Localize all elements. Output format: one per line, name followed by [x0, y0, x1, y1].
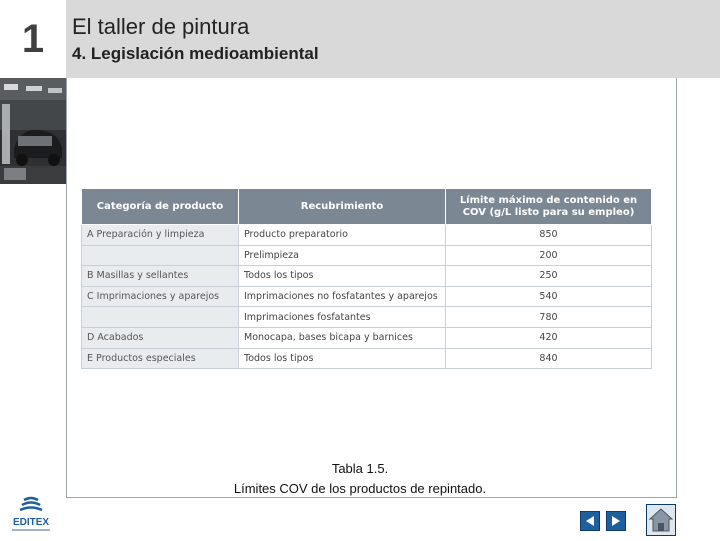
table-row — [82, 286, 652, 307]
category-cell: A Preparación y limpieza — [82, 225, 239, 246]
limit-cell: 250 — [446, 266, 652, 287]
caption-text: Límites COV de los productos de repintado. — [233, 481, 487, 496]
column-header-coating: Recubrimiento — [239, 189, 446, 225]
category-cell: E Productos especiales — [82, 348, 239, 369]
home-button[interactable] — [646, 504, 676, 536]
arrow-right-icon — [610, 515, 622, 527]
coating-cell: Todos los tipos — [239, 348, 446, 369]
section-subtitle: 4. Legislación medioambiental — [72, 44, 319, 63]
limit-cell: 200 — [446, 245, 652, 266]
coating-cell: Imprimaciones no fosfatantes y aparejos — [239, 286, 446, 307]
limit-cell: 420 — [446, 327, 652, 348]
arrow-left-icon — [584, 515, 596, 527]
chapter-number: 1 — [0, 0, 66, 78]
table-caption — [170, 459, 550, 499]
workshop-photo — [0, 78, 66, 184]
table-row — [82, 245, 652, 266]
coating-cell: Monocapa, bases bicapa y barnices — [239, 327, 446, 348]
category-cell: D Acabados — [82, 327, 239, 348]
category-cell: B Masillas y sellantes — [82, 266, 239, 287]
table-row — [82, 266, 652, 287]
table-header-row — [82, 189, 652, 225]
editex-logo-text: EDITEX — [12, 517, 50, 528]
coating-cell: Todos los tipos — [239, 266, 446, 287]
column-header-limit: Límite máximo de contenido en COV (g/L listo para su empleo) — [446, 189, 652, 225]
limit-cell: 780 — [446, 307, 652, 328]
column-header-category: Categoría de producto — [82, 189, 239, 225]
page-title: El taller de pintura — [72, 14, 250, 39]
home-icon — [647, 505, 675, 535]
coating-cell: Prelimpieza — [239, 245, 446, 266]
next-button[interactable] — [606, 511, 626, 531]
coating-cell: Producto preparatorio — [239, 225, 446, 246]
editex-logo — [8, 496, 54, 536]
limit-cell: 840 — [446, 348, 652, 369]
table-row — [82, 327, 652, 348]
category-cell — [82, 307, 239, 328]
limit-cell: 540 — [446, 286, 652, 307]
table-row — [82, 348, 652, 369]
coating-cell: Imprimaciones fosfatantes — [239, 307, 446, 328]
caption-number: Tabla 1.5. — [331, 461, 389, 476]
limit-cell: 850 — [446, 225, 652, 246]
category-cell — [82, 245, 239, 266]
table-row — [82, 225, 652, 246]
previous-button[interactable] — [580, 511, 600, 531]
category-cell: C Imprimaciones y aparejos — [82, 286, 239, 307]
cov-limits-table — [81, 188, 652, 369]
table-row — [82, 307, 652, 328]
